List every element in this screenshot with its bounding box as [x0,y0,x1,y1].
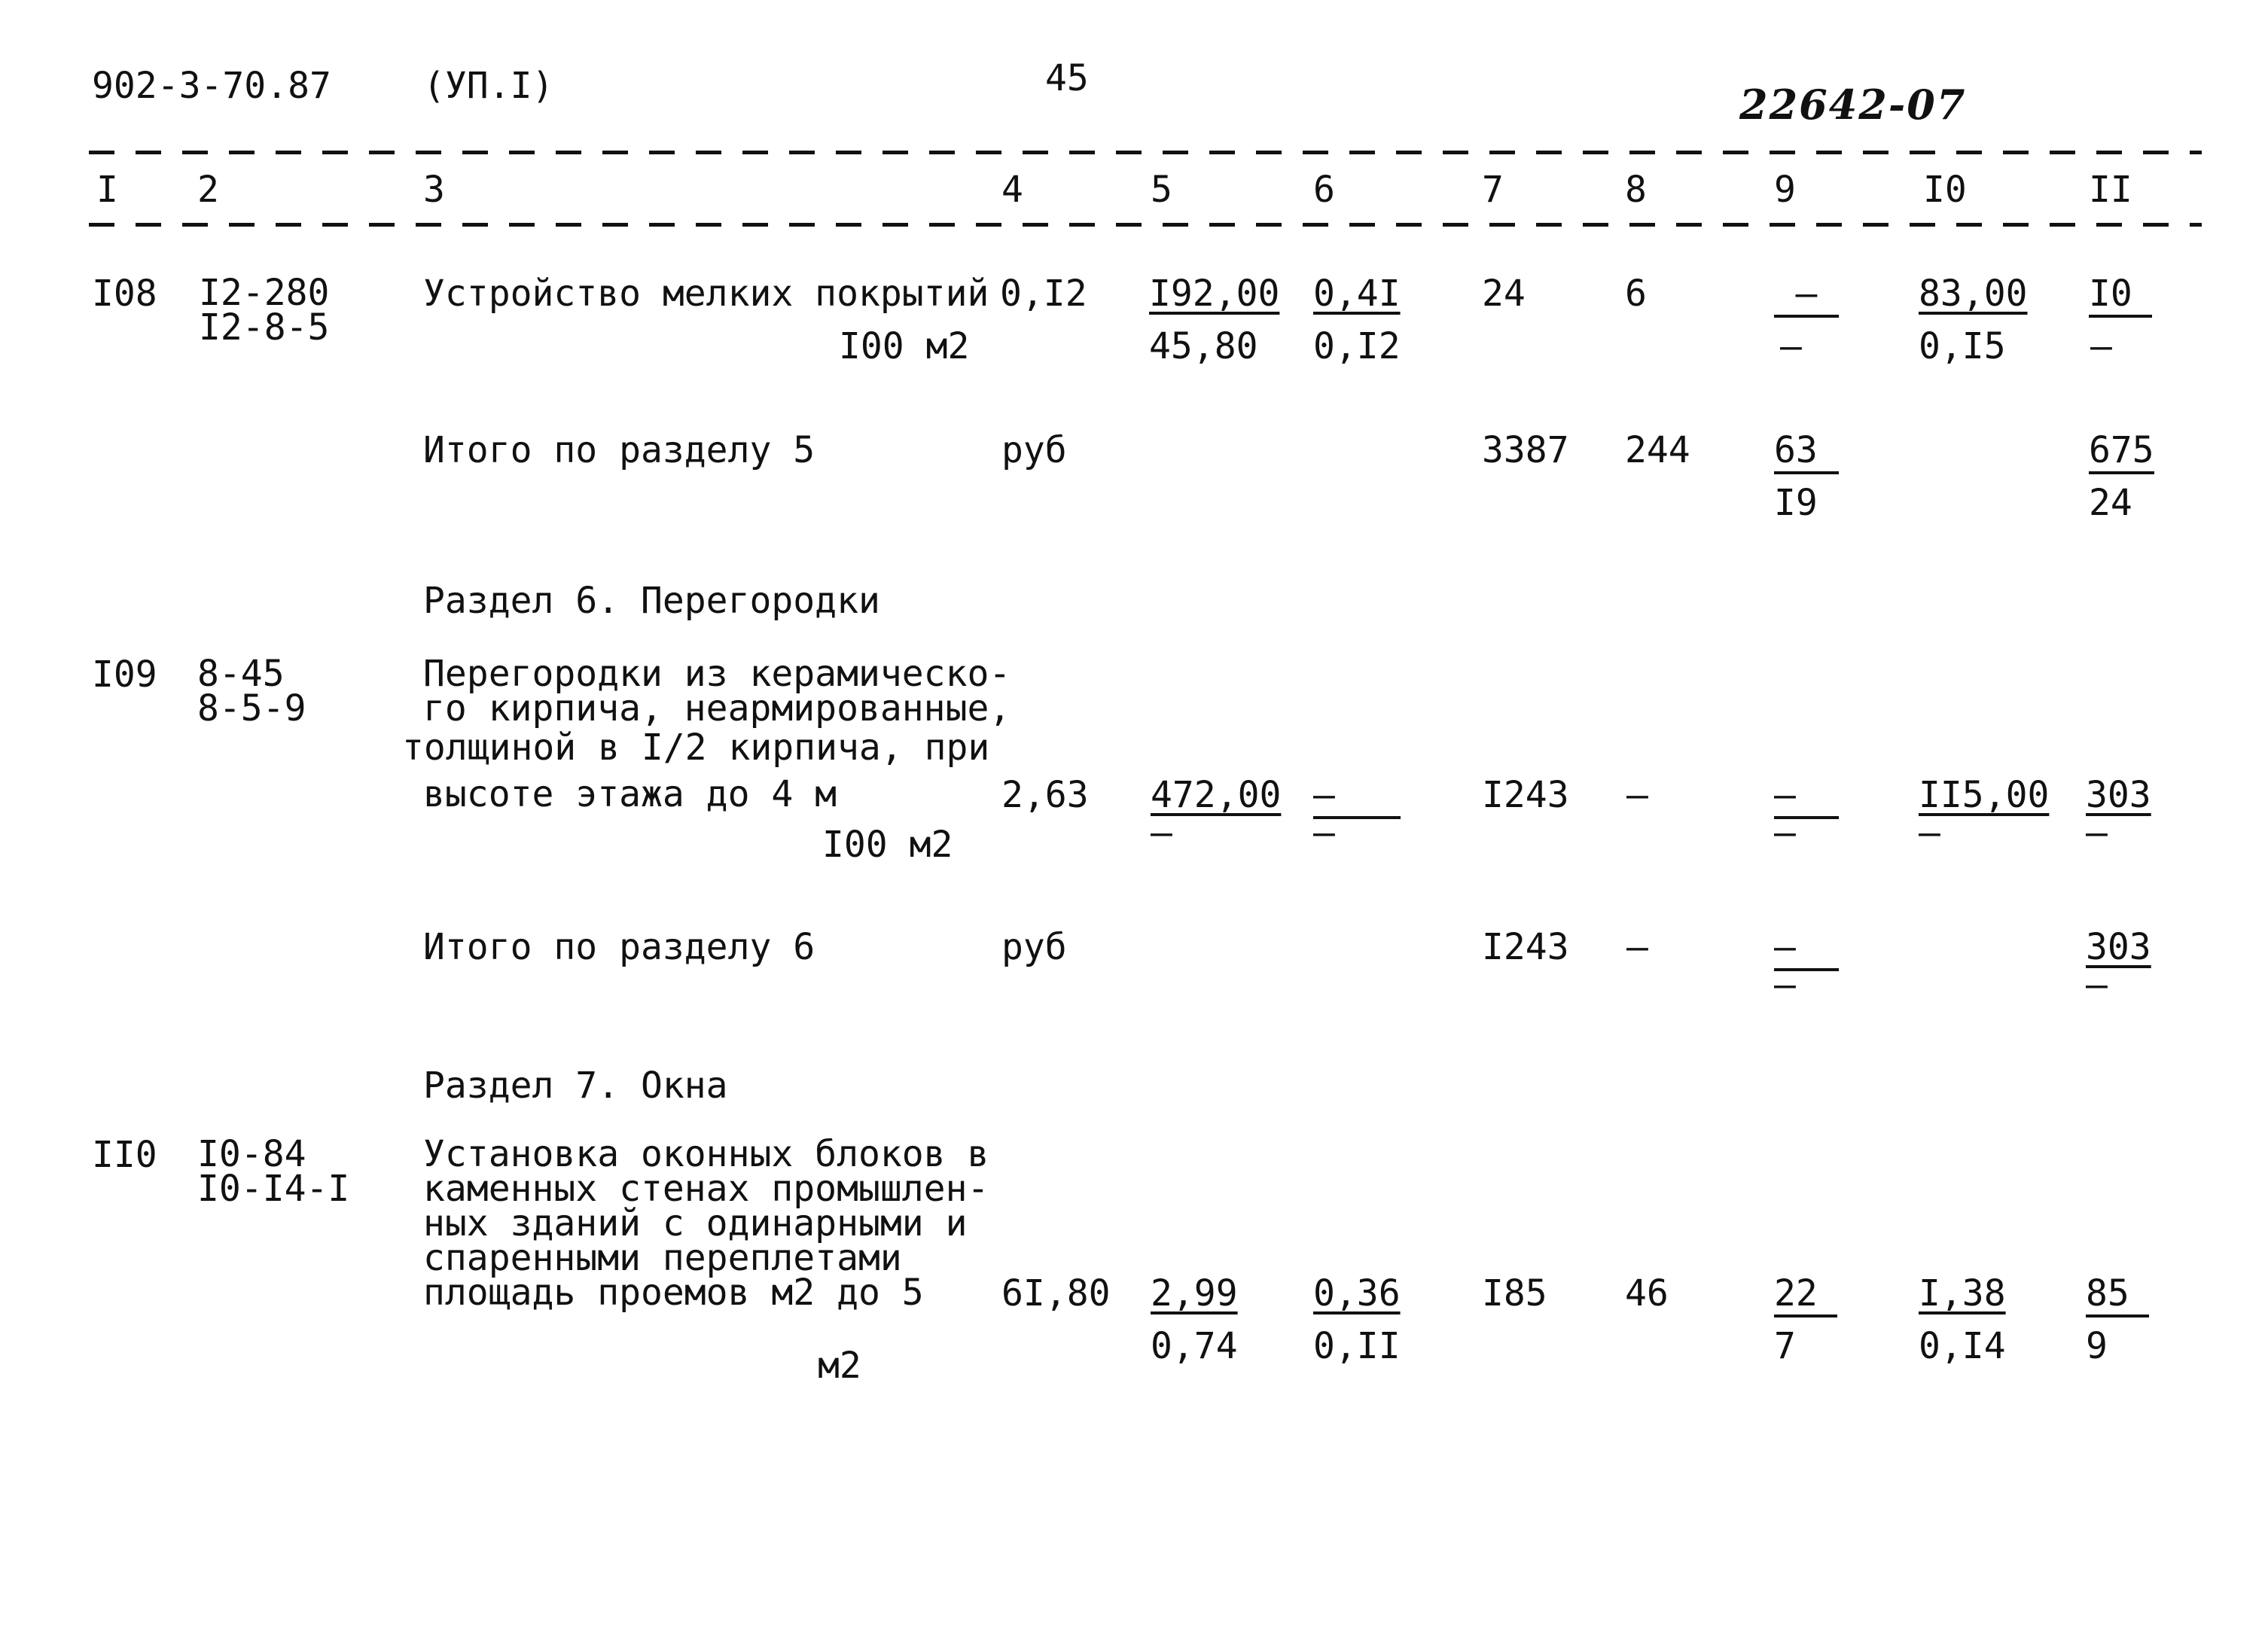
header-top-rule [89,151,2202,154]
measure-unit: I00 м2 [822,824,953,866]
labour-per-unit: 83,00 [1919,273,2028,315]
unit-cost-machines-wages: 0,I2 [1313,325,1401,367]
total-machines: – [1774,276,1839,318]
handwritten-stamp: 22642-07 [1739,81,1967,129]
labour-per-unit-machinists: 0,I4 [1919,1325,2006,1367]
unit-cost-machines: 0,36 [1313,1272,1401,1314]
column-header: 9 [1774,169,1796,211]
unit-cost-machines-wages: – [1313,812,1335,854]
unit-cost-total: 472,00 [1151,774,1282,816]
column-header: 4 [1001,169,1023,211]
total-machines-wages: 7 [1774,1325,1796,1367]
column-header: 5 [1151,169,1172,211]
total-machines-wages: – [1780,325,1802,367]
column-header: II [2089,169,2132,211]
work-description-line: спаренными переплетами [423,1237,902,1279]
column-header: I0 [1923,169,1967,211]
total-unit: руб [1001,429,1067,471]
norm-code: 8-45 [197,653,285,695]
work-description-line: толщиной в I/2 кирпича, при [402,727,990,769]
unit-cost-total: 2,99 [1151,1272,1238,1314]
row-number: II0 [92,1134,157,1176]
header-bottom-rule [89,223,2202,227]
column-header: 7 [1482,169,1504,211]
work-description-line: го кирпича, неармированные, [423,687,1011,730]
column-header: 6 [1313,169,1335,211]
norm-code: I0-84 [197,1133,306,1175]
unit-cost-machines: – [1313,777,1401,819]
page-number: 45 [1045,57,1089,99]
column-header: 2 [197,169,219,211]
labour-total: 85 [2086,1275,2149,1318]
doc-code: 902-3-70.87 [92,65,331,107]
total-machines-wages: – [1774,812,1796,854]
total-machines-wages: – [1774,964,1796,1006]
labour-per-unit: II5,00 [1919,774,2050,816]
measure-unit: I00 м2 [839,325,970,367]
labour-total-machinists: – [2090,325,2112,367]
labour-total: I0 [2089,276,2152,318]
quantity: 0,I2 [1000,273,1087,315]
row-number: I08 [92,273,157,315]
album-number: (УП.I) [423,65,554,107]
work-description-line: Установка оконных блоков в [423,1133,989,1175]
work-description-line: высоте этажа до 4 м [423,773,837,815]
labour-total: 303 [2086,774,2151,816]
work-description-line: Перегородки из керамическо- [423,653,1011,695]
labour-total: 675 [2089,432,2154,474]
total-machines: 63 [1774,432,1839,474]
column-header: 3 [423,169,445,211]
total-wages: 244 [1625,429,1690,471]
column-header: I [96,169,118,211]
norm-code: I2-280 [199,272,330,314]
measure-unit: м2 [818,1345,861,1387]
total-machines-wages: I9 [1774,482,1818,524]
total-cost: I243 [1482,926,1569,968]
total-cost: 3387 [1482,429,1569,471]
unit-cost-wages: 45,80 [1149,325,1258,367]
total-cost: 24 [1482,273,1526,315]
norm-code-secondary: I2-8-5 [199,306,330,349]
total-unit: руб [1001,926,1067,968]
work-description-line: каменных стенах промышлен- [423,1168,989,1210]
unit-cost-total: I92,00 [1149,273,1280,315]
unit-cost-machines: 0,4I [1313,273,1401,315]
labour-total-machinists: 24 [2089,482,2132,524]
work-description-line: ных зданий с одинарными и [423,1202,968,1244]
labour-per-unit: I,38 [1919,1272,2006,1314]
row-number: I09 [92,653,157,696]
total-cost: I243 [1482,774,1569,816]
total-wages: – [1626,926,1648,968]
total-machines: – [1774,777,1839,819]
total-wages: 6 [1625,273,1647,315]
unit-cost-wages: 0,74 [1151,1325,1238,1367]
total-cost: I85 [1482,1272,1547,1314]
labour-per-unit-machinists: 0,I5 [1919,325,2006,367]
total-wages: 46 [1625,1272,1669,1314]
work-description-line: площадь проемов м2 до 5 [423,1272,924,1314]
section-6-title: Раздел 6. Перегородки [423,580,880,622]
norm-code-secondary: I0-I4-I [197,1168,350,1210]
unit-cost-machines-wages: 0,II [1313,1325,1401,1367]
total-label: Итого по разделу 5 [423,429,815,471]
total-machines: – [1774,929,1839,971]
total-label: Итого по разделу 6 [423,926,815,968]
labour-total-machinists: – [2086,812,2108,854]
work-description: Устройство мелких покрытий [423,273,989,315]
labour-total-machinists: – [2086,964,2108,1006]
quantity: 6I,80 [1001,1272,1111,1314]
column-header: 8 [1625,169,1647,211]
total-machines: 22 [1774,1275,1837,1318]
unit-cost-wages: – [1151,812,1172,854]
quantity: 2,63 [1001,774,1089,816]
labour-per-unit-machinists: – [1919,812,1940,854]
total-wages: – [1626,774,1648,816]
section-7-title: Раздел 7. Окна [423,1065,728,1107]
norm-code-secondary: 8-5-9 [197,687,306,730]
labour-total-machinists: 9 [2086,1325,2108,1367]
labour-total: 303 [2086,926,2151,968]
